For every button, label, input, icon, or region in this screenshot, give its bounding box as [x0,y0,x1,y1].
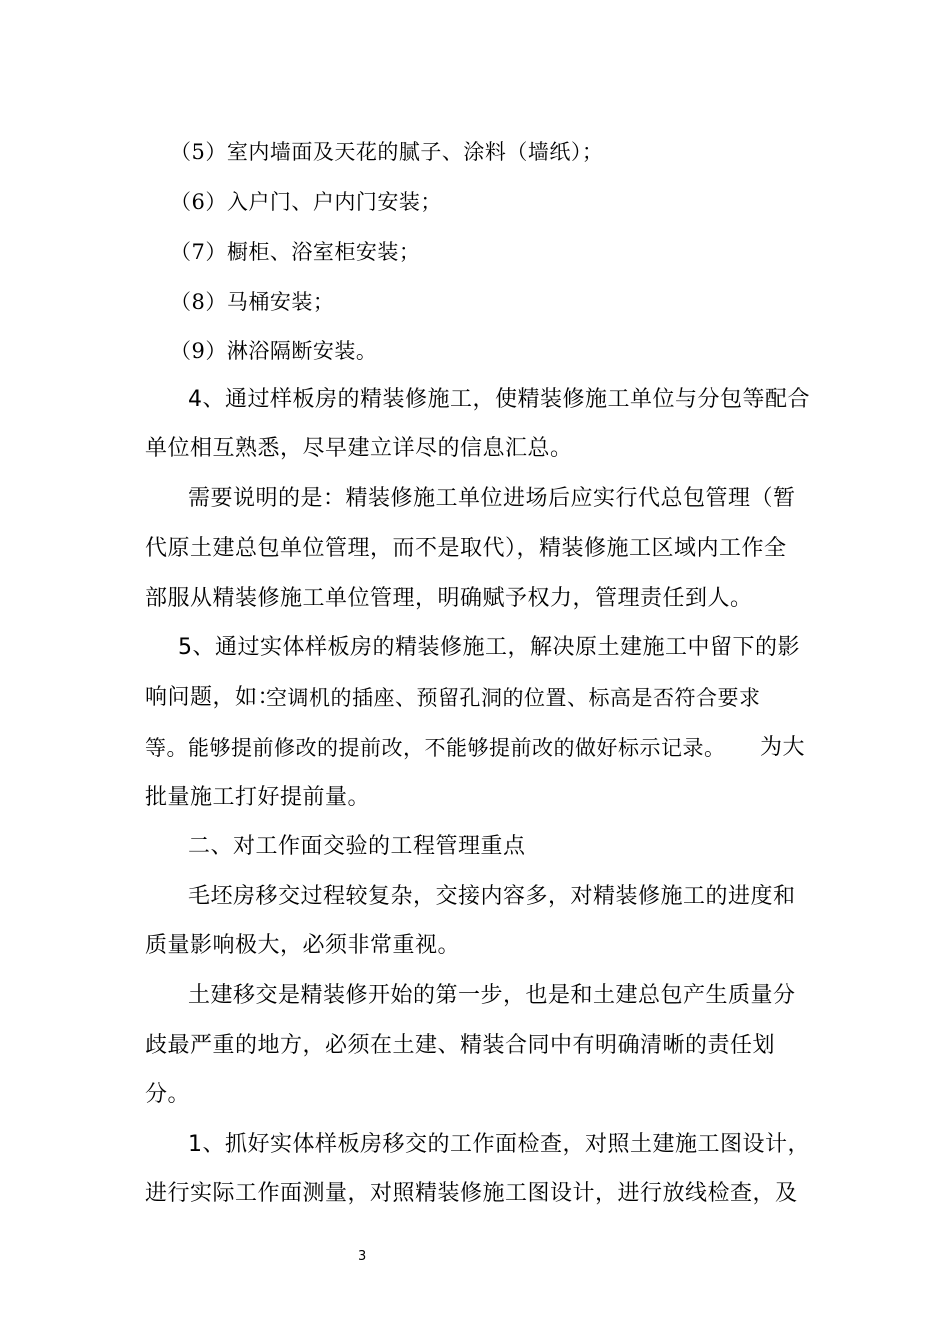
paragraph-line: 代原土建总包单位管理，而不是取代），精装修施工区域内工作全 [145,536,787,561]
section-heading: 二、对工作面交验的工程管理重点 [188,834,526,859]
paragraph-line: 批量施工打好提前量。 [145,785,371,810]
paragraph-line: 歧最严重的地方，必须在土建、精装合同中有明确清晰的责任划 [145,1033,776,1058]
list-item: （5）室内墙面及天花的腻子、涂料（墙纸）； [170,140,604,164]
list-item: （8）马桶安装； [170,290,335,314]
paragraph-line: 5、通过实体样板房的精装修施工，解决原土建施工中留下的影 [178,635,800,660]
list-item: （7）橱柜、浴室柜安装； [170,240,421,264]
paragraph-line: 质量影响极大，必须非常重视。 [145,933,461,958]
paragraph-line: 等。能够提前修改的提前改，不能够提前改的做好标示记录。 [145,736,726,760]
list-item: （9）淋浴隔断安装。 [170,339,378,363]
list-item: （6）入户门、户内门安装； [170,190,442,214]
paragraph-line: 分。 [145,1082,191,1107]
paragraph-line: 为大 [760,735,806,760]
paragraph-line: 进行实际工作面测量，对照精装修施工图设计，进行放线检查，及 [145,1181,798,1206]
paragraph-line: 空调机的插座、预留孔洞的位置、标高是否符合要求 [266,686,761,710]
paragraph-line: 需要说明的是：精装修施工单位进场后应实行代总包管理（暂 [188,486,796,511]
paragraph-line: 部服从精装修施工单位管理，明确赋予权力，管理责任到人。 [145,586,753,611]
paragraph-line: 毛坯房移交过程较复杂，交接内容多，对精装修施工的进度和 [188,884,796,909]
paragraph-line: 土建移交是精装修开始的第一步，也是和土建总包产生质量分 [188,983,796,1008]
paragraph-line: 1、抓好实体样板房移交的工作面检查，对照土建施工图设计， [188,1132,810,1157]
paragraph-line: 响问题，如： [145,685,281,710]
paragraph-line: 4、通过样板房的精装修施工，使精装修施工单位与分包等配合 [188,387,810,412]
page-number: 3 [358,1249,367,1264]
paragraph-line: 单位相互熟悉，尽早建立详尽的信息汇总。 [145,436,573,461]
